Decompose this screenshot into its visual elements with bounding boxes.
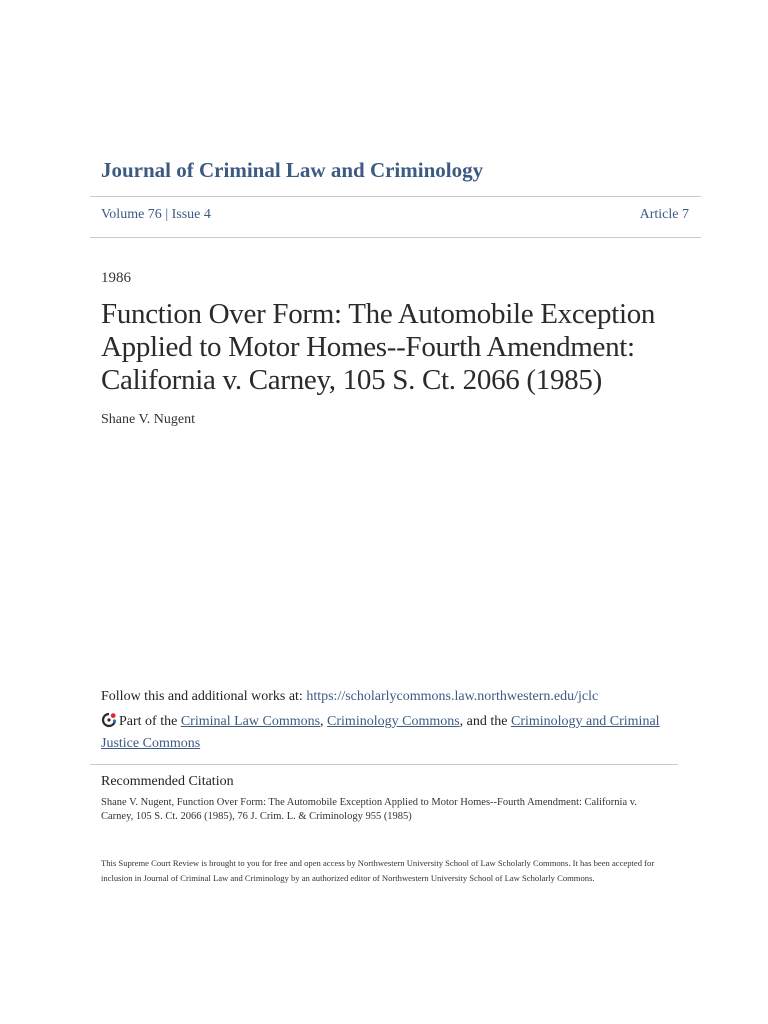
issue-link[interactable]: Issue 4 bbox=[171, 207, 211, 222]
volume-issue-row bbox=[101, 207, 689, 223]
criminology-commons-link[interactable]: Criminology Commons bbox=[327, 714, 460, 729]
follow-line bbox=[101, 689, 701, 705]
commons-sep-2: , and the bbox=[459, 714, 511, 729]
access-notice: This Supreme Court Review is brought to you for free and open access by Northwestern University School of Law Scholarly Commons. It has been accepted for inclusion in Journal of Criminal Law and Criminology by an authorized editor of Northwestern University School of Law Scholarly Commons. bbox=[101, 858, 655, 883]
commons-sep-1: , bbox=[320, 714, 328, 729]
repository-url-link[interactable]: https://scholarlycommons.law.northwestern.edu/jclc bbox=[306, 689, 599, 704]
criminology-criminal-justice-commons-link[interactable]: Criminology and Criminal Justice Commons bbox=[101, 714, 660, 751]
citation-heading: Recommended Citation bbox=[101, 774, 234, 789]
volume-link[interactable]: Volume 76 bbox=[101, 207, 162, 222]
criminal-law-commons-link[interactable]: Criminal Law Commons bbox=[180, 714, 321, 729]
volume-issue-separator: | bbox=[165, 207, 169, 222]
commons-line bbox=[101, 712, 681, 753]
journal-title[interactable]: Journal of Criminal Law and Criminology bbox=[101, 158, 484, 182]
citation-text: Shane V. Nugent, Function Over Form: The Automobile Exception Applied to Motor Homes--Fourth Amendment: California v. Carney, 105 S. Ct. 2066 (1985), 76 J. Crim. L. & Criminology 955 (1985) bbox=[101, 797, 637, 822]
header-divider-bottom bbox=[90, 237, 701, 238]
publication-year: 1986 bbox=[101, 270, 131, 286]
commons-network-icon bbox=[101, 712, 117, 734]
article-link[interactable]: Article 7 bbox=[639, 207, 689, 222]
header-divider-top bbox=[90, 196, 701, 197]
author-name[interactable]: Shane V. Nugent bbox=[101, 412, 195, 427]
paper-title: Function Over Form: The Automobile Exception Applied to Motor Homes--Fourth Amendment: California v. Carney, 105 S. Ct. 2066 (1985) bbox=[101, 298, 656, 396]
commons-prefix: Part of the bbox=[119, 714, 181, 729]
citation-divider bbox=[90, 764, 678, 765]
follow-prefix: Follow this and additional works at: bbox=[101, 689, 307, 704]
